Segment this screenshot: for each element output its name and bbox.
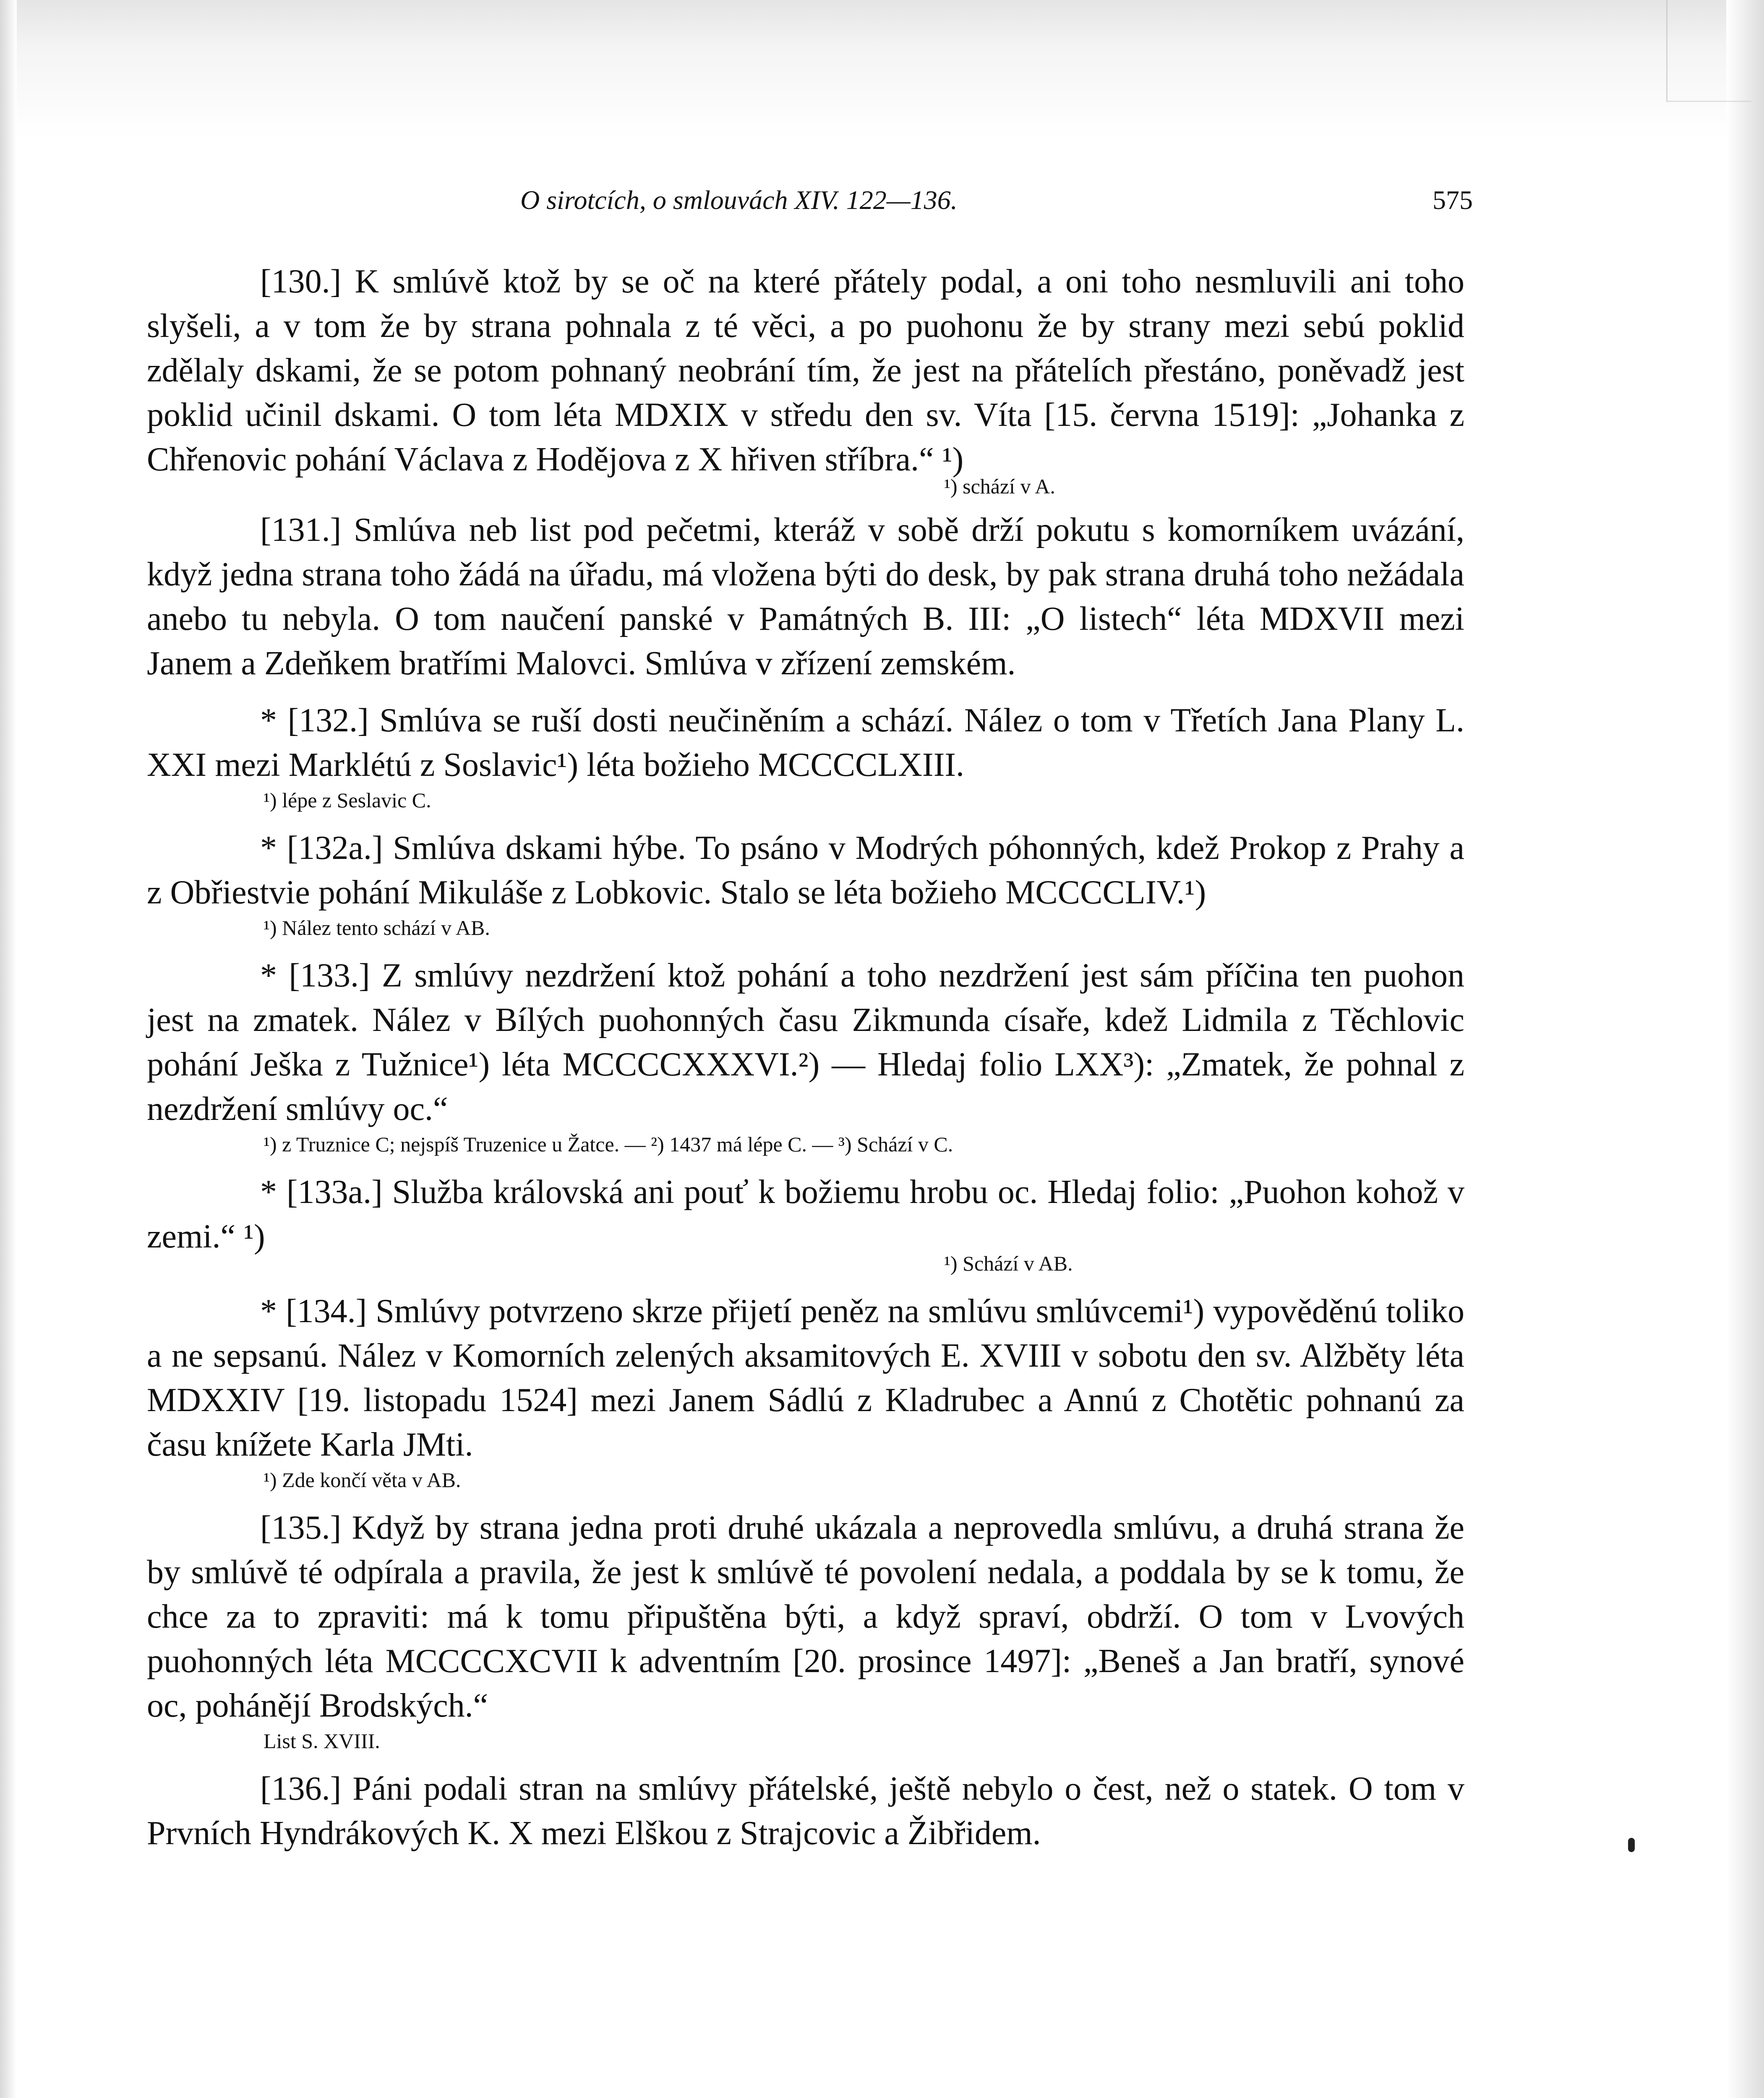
footnote-133a: ¹) Schází v AB.: [944, 1252, 1073, 1275]
page-header: [147, 176, 1473, 227]
paragraph-132a: * [132a.] Smlúva dskami hýbe. To psáno v Modrých póhonných, kdež Prokop z Prahy a z Obřiestvie pohání Mikuláše z Lobkovic. Stalo se léta božieho MCCCCLIV.¹): [147, 830, 1464, 911]
footnote-130: ¹) schází v A.: [944, 475, 1055, 498]
footnote-134: ¹) Zde končí věta v AB.: [264, 1468, 461, 1492]
page-number: 575: [1433, 185, 1473, 215]
margin-dot-mark: [1628, 1838, 1635, 1852]
list-reference-135: List S. XVIII.: [264, 1729, 380, 1753]
paragraph-135: [135.] Když by strana jedna proti druhé ukázala a neprovedla smlúvu, a druhá strana že by smlúvě té odpírala a pravila, že jest k smlúvě té povolení nedala, a poddala by se k tomu, že chce za to zpraviti: má k tomu připuštěna býti, a když spraví, obdrží. O tom v Lvových puohonných léta MCCCCXCVII k adventním [20. prosince 1497]: „Beneš a Jan bratří, synové oc, pohánějí Brodských.“: [147, 1509, 1464, 1724]
scan-shadow-top: [0, 0, 1764, 138]
running-title: O sirotcích, o smlouvách XIV. 122—136.: [520, 185, 958, 215]
paragraph-130: [130.] K smlúvě ktož by se oč na které přátely podal, a oni toho nesmluvili ani toho slyšeli, a v tom že by strana pohnala z té věci, a po puohonu že by strany mezi sebú poklid zdělaly dskami, že se potom pohnaný neobrání tím, že jest na přátelích přestáno, poněvadž jest poklid učinil dskami. O tom léta MDXIX v středu den sv. Víta [15. června 1519]: „Johanka z Chřenovic pohání Václava z Hodějova z X hřiven stříbra.“ ¹): [147, 263, 1464, 478]
footnote-132: ¹) lépe z Seslavic C.: [264, 788, 431, 812]
paragraph-131: [131.] Smlúva neb list pod pečetmi, kteráž v sobě drží pokutu s komorníkem uvázání, když jedna strana toho žádá na úřadu, má vložena býti do desk, by pak strana druhá toho nežádala anebo tu nebyla. O tom naučení panské v Památných B. III: „O listech“ léta MDXVII mezi Janem a Zdeňkem bratřími Malovci. Smlúva v zřízení zemském.: [147, 511, 1464, 682]
footnote-132a: ¹) Nález tento schází v AB.: [264, 916, 490, 939]
paragraph-133a: * [133a.] Služba královská ani pouť k božiemu hrobu oc. Hledaj folio: „Puohon kohož v zemi.“ ¹): [147, 1174, 1464, 1255]
paragraph-134: * [134.] Smlúvy potvrzeno skrze přijetí peněz na smlúvu smlúvcemi¹) vypověděnú toliko a ne sepsanú. Nález v Komorních zelených aksamitových E. XVIII v sobotu den sv. Alžběty léta MDXXIV [19. listopadu 1524] mezi Janem Sádlú z Kladrubec a Annú z Chotětic pohnanú za času knížete Karla JMti.: [147, 1293, 1464, 1463]
scan-shadow-right: [1726, 0, 1764, 2098]
page: [147, 176, 1473, 1855]
scan-shadow-left: [0, 0, 17, 2098]
paragraph-132: * [132.] Smlúva se ruší dosti neučiněním a schází. Nález o tom v Třetích Jana Plany L. XXI mezi Marklétú z Soslavic¹) léta božieho MCCCCLXIII.: [147, 702, 1464, 783]
paragraph-136: [136.] Páni podali stran na smlúvy přátelské, ještě nebylo o čest, než o statek. O tom v Prvních Hyndrákových K. X mezi Elškou z Strajcovic a Žibřidem.: [147, 1770, 1464, 1852]
footnote-133: ¹) z Truznice C; nejspíš Truzenice u Žatce. — ²) 1437 má lépe C. — ³) Schází v C.: [264, 1133, 953, 1156]
scan-corner-artifact: [1666, 0, 1751, 102]
paragraph-133: * [133.] Z smlúvy nezdržení ktož pohání a toho nezdržení jest sám příčina ten puohon jest na zmatek. Nález v Bílých puohonných času Zikmunda císaře, kdež Lidmila z Těchlovic pohání Ješka z Tužnice¹) léta MCCCCXXXVI.²) — Hledaj folio LXX³): „Zmatek, že pohnal z nezdržení smlúvy oc.“: [147, 957, 1464, 1127]
